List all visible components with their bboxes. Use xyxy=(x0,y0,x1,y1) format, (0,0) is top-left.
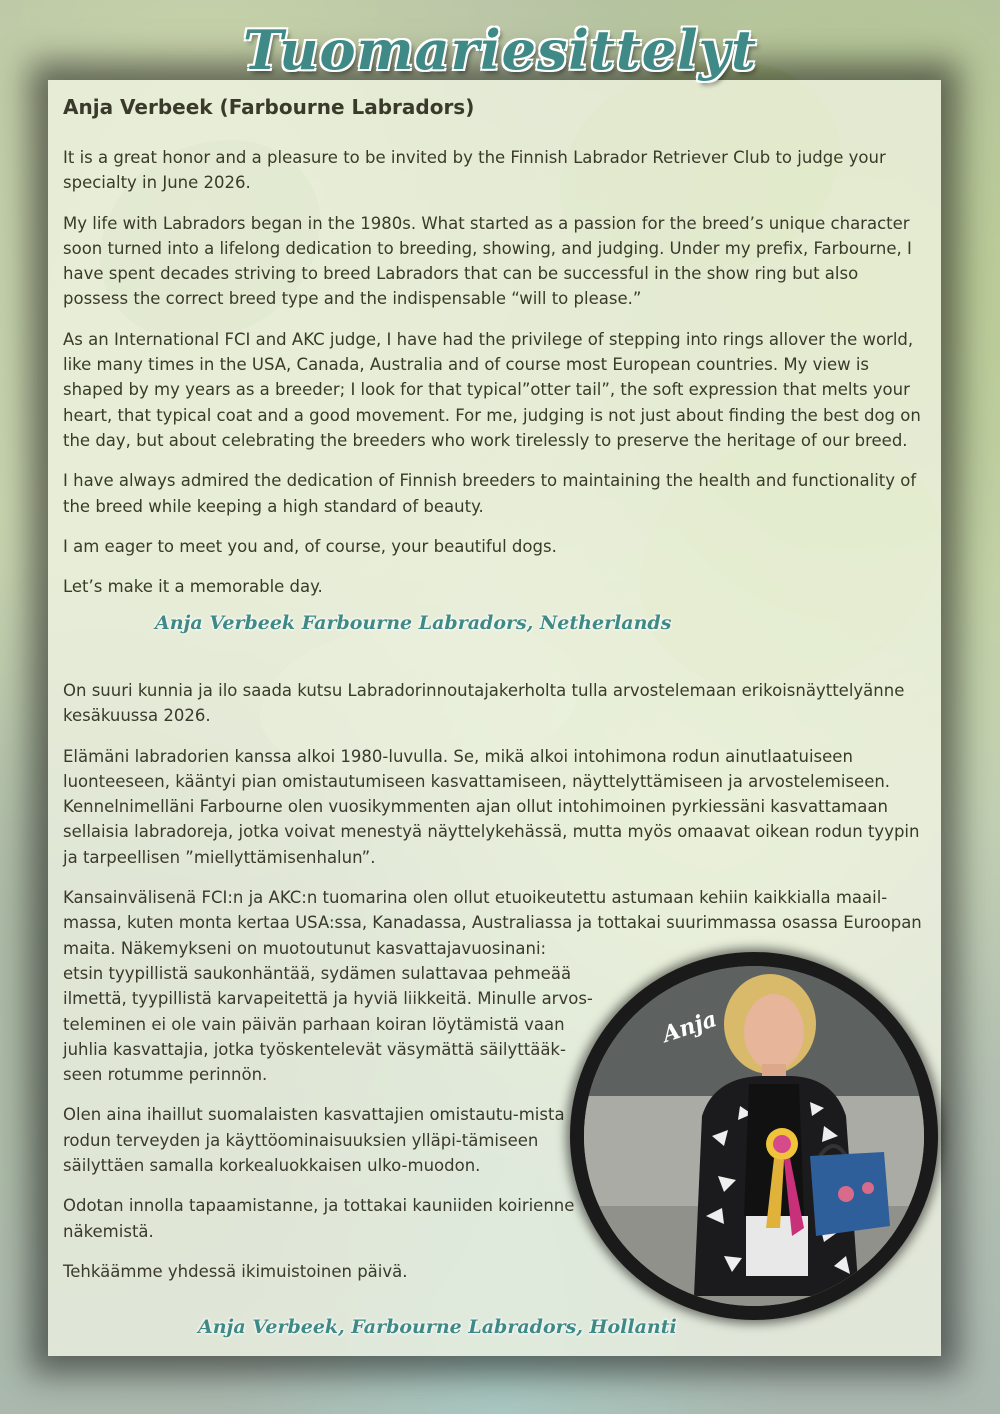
judge-portrait-illustration xyxy=(584,966,924,1306)
page-title: Tuomariesittelyt xyxy=(243,18,757,82)
photo-name-label: Anja xyxy=(659,1006,720,1048)
paragraph: I have always admired the dedication of Finnish breeders to maintaining the health and functionality of the breed while keeping a high standard of beauty. xyxy=(63,471,917,516)
paragraph: Let’s make it a memorable day. xyxy=(63,577,323,597)
paragraph: On suuri kunnia ja ilo saada kutsu Labradorinnoutajakerholta tulla arvostelemaan erikoisnäyttelyänne kesäkuussa 2026. xyxy=(63,681,905,726)
judge-photo xyxy=(584,966,924,1306)
paragraph: Odotan innolla tapaamistanne, ja tottakai kauniiden koirienne näkemistä. xyxy=(63,1196,575,1241)
paragraph: Kansainvälisenä FCI:n ja AKC:n tuomarina olen ollut etuoikeutettu astumaan kehiin kaikkialla maail-massa, kuten monta kertaa USA:ssa, Kanadassa, Australiassa ja tottakai suurimmassa osassa Euroopan maita. Näkemykseni on muotoutunut kasvattajavuosinani: xyxy=(63,888,922,958)
signature-english: Anja Verbeek Farbourne Labradors, Netherlands xyxy=(155,612,672,634)
paragraph: etsin tyypillistä saukonhäntää, sydämen sulattavaa pehmeää ilmettä, tyypillistä karvapeitettä ja hyviä liikkeitä. Minulle arvos-teleminen ei ole vain päivän parhaan koiran löytämistä vaan juhlia kasvattajia, jotka työskentelevät väsymättä säilyttääk-seen rotumme perinnön. xyxy=(63,963,593,1085)
paragraph: As an International FCI and AKC judge, I have had the privilege of stepping into rings allover the world, like many times in the USA, Canada, Australia and of course most European countries. My view is shaped by my years as a breeder; I look for that typical”otter tail”, the soft expression that melts your heart, that typical coat and a good movement. For me, judging is not just about finding the best dog on the day, but about celebrating the breeders who work tirelessly to preserve the heritage of our breed. xyxy=(63,329,921,450)
signature-finnish: Anja Verbeek, Farbourne Labradors, Hollanti xyxy=(198,1316,677,1338)
paragraph: Tehkäämme yhdessä ikimuistoinen päivä. xyxy=(63,1261,408,1281)
paragraph: Elämäni labradorien kanssa alkoi 1980-luvulla. Se, mikä alkoi intohimona rodun ainutlaatuiseen luonteeseen, kääntyi pian omistautumiseen kasvattamiseen, näyttelyttämiseen ja arvostelemiseen. Kennelnimelläni Farbourne olen vuosikymmenten ajan ollut intohimoinen pyrkiessäni kasvattamaan sellaisia labradoreja, jotka voivat menestyä näyttelykehässä, mutta myös omaavat oikean rodun tyypin ja tarpeellisen ”miellyttämisenhalun”. xyxy=(63,746,920,867)
judge-photo-frame xyxy=(570,952,938,1320)
judge-heading: Anja Verbeek (Farbourne Labradors) xyxy=(63,95,475,119)
paragraph: I am eager to meet you and, of course, your beautiful dogs. xyxy=(63,536,557,556)
paragraph: It is a great honor and a pleasure to be invited by the Finnish Labrador Retriever Club to judge your specialty in June 2026. xyxy=(63,148,886,193)
paragraph: My life with Labradors began in the 1980s. What started as a passion for the breed’s unique character soon turned into a lifelong dedication to breeding, showing, and judging. Under my prefix, Farbourne, I have spent decades striving to breed Labradors that can be successful in the show ring but also possess the correct breed type and the indispensable “will to please.” xyxy=(63,213,912,309)
english-section xyxy=(63,95,923,614)
paragraph: Olen aina ihaillut suomalaisten kasvattajien omistautu-mista rodun terveyden ja käyttöominaisuuksien ylläpi-tämiseen säilyttäen samalla korkealuokkaisen ulko-muodon. xyxy=(63,1105,565,1176)
